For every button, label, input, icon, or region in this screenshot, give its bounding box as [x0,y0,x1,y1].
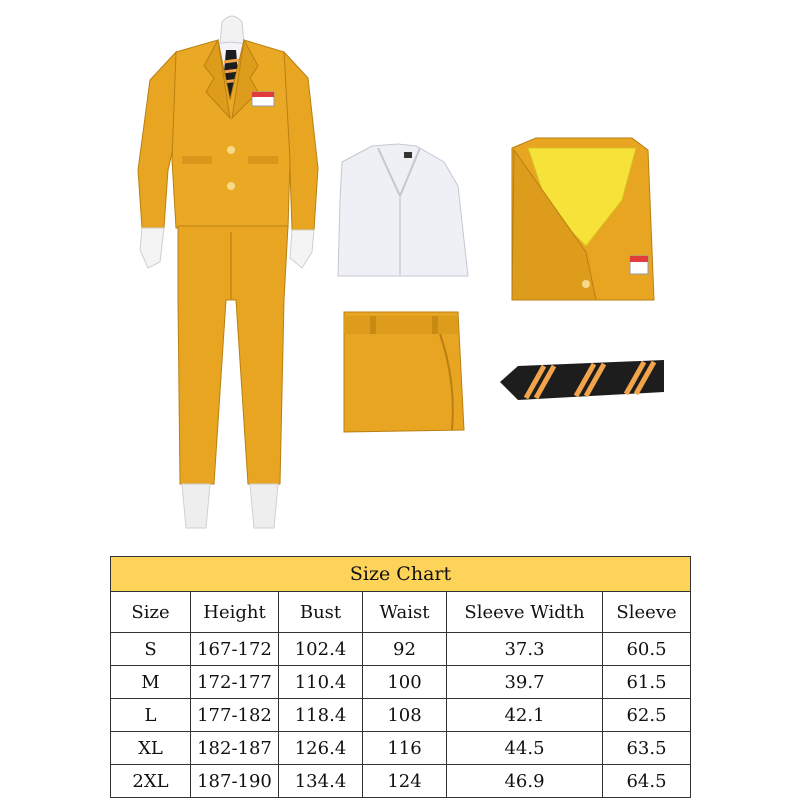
cell-sleeve-width: 37.3 [447,633,603,666]
cell-sleeve-width: 44.5 [447,732,603,765]
folded-jacket [512,138,654,300]
column-header-waist: Waist [363,592,447,633]
cell-bust: 134.4 [279,765,363,798]
column-header-height: Height [191,592,279,633]
cell-sleeve-width: 42.1 [447,699,603,732]
folded-pants [344,312,464,432]
table-row [111,666,691,699]
cell-waist: 124 [363,765,447,798]
size-chart-header-row [111,592,691,633]
cell-sleeve: 61.5 [603,666,691,699]
cell-size: 2XL [111,765,191,798]
table-row [111,765,691,798]
cell-height: 177-182 [191,699,279,732]
cell-waist: 92 [363,633,447,666]
mannequin-suit [138,16,318,528]
cell-waist: 108 [363,699,447,732]
cell-bust: 126.4 [279,732,363,765]
cell-sleeve: 62.5 [603,699,691,732]
folded-shirt [338,144,468,276]
column-header-size: Size [111,592,191,633]
table-row [111,699,691,732]
cell-sleeve: 63.5 [603,732,691,765]
striped-tie [500,360,664,400]
cell-bust: 102.4 [279,633,363,666]
cell-size: M [111,666,191,699]
cell-bust: 118.4 [279,699,363,732]
table-row [111,633,691,666]
cell-size: L [111,699,191,732]
cell-waist: 100 [363,666,447,699]
cell-sleeve: 64.5 [603,765,691,798]
column-header-sleeve: Sleeve [603,592,691,633]
cell-height: 167-172 [191,633,279,666]
cell-waist: 116 [363,732,447,765]
size-chart-table [110,556,691,798]
cell-size: S [111,633,191,666]
cell-sleeve-width: 46.9 [447,765,603,798]
cell-bust: 110.4 [279,666,363,699]
size-chart-title: Size Chart [111,557,691,592]
cell-height: 182-187 [191,732,279,765]
cell-sleeve-width: 39.7 [447,666,603,699]
column-header-sleeve-width: Sleeve Width [447,592,603,633]
cell-sleeve: 60.5 [603,633,691,666]
column-header-bust: Bust [279,592,363,633]
table-row [111,732,691,765]
cell-height: 172-177 [191,666,279,699]
cell-height: 187-190 [191,765,279,798]
cell-size: XL [111,732,191,765]
